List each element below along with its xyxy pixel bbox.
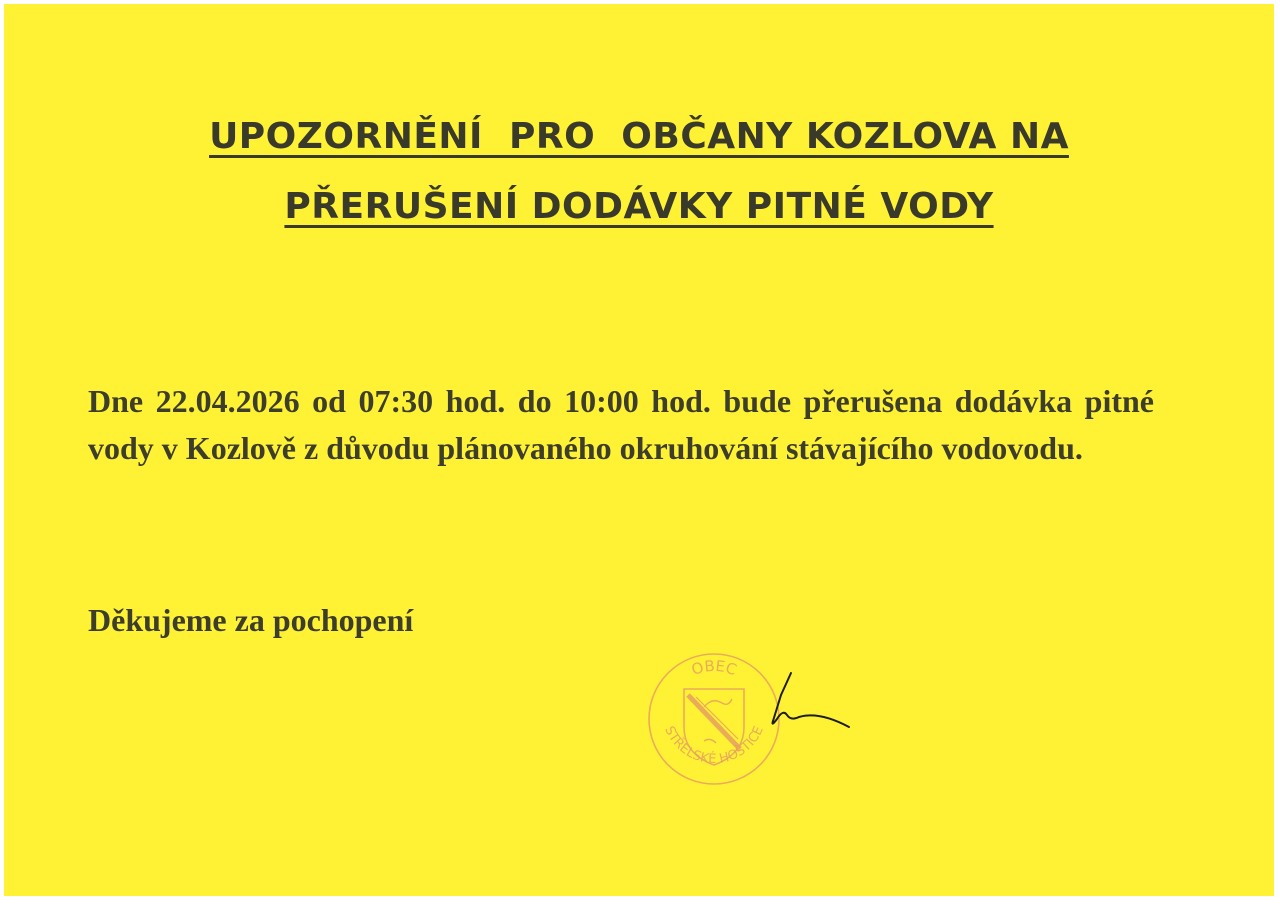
notice-title-line-1 — [4, 116, 1274, 157]
notice-title-line-2 — [4, 186, 1274, 227]
signature-icon — [749, 669, 864, 739]
thanks-line: Děkujeme za pochopení — [88, 602, 414, 638]
stamp-top-text: OBEC — [689, 656, 739, 680]
notice-page — [4, 4, 1274, 896]
notice-body: Dne 22.04.2026 od 07:30 hod. do 10:00 hod. bude přerušena dodávka pitné vody v Kozlově z důvodu plánovaného okruhování stávajícího vodovodu. — [88, 383, 1154, 466]
stamp-bottom-text: STŘELSKÉ HOŠTICE — [661, 724, 767, 768]
title-line-2-text: PŘERUŠENÍ DODÁVKY PITNÉ VODY — [284, 186, 994, 227]
title-line-1-text: UPOZORNĚNÍ PRO OBČANY KOZLOVA NA — [209, 116, 1069, 157]
